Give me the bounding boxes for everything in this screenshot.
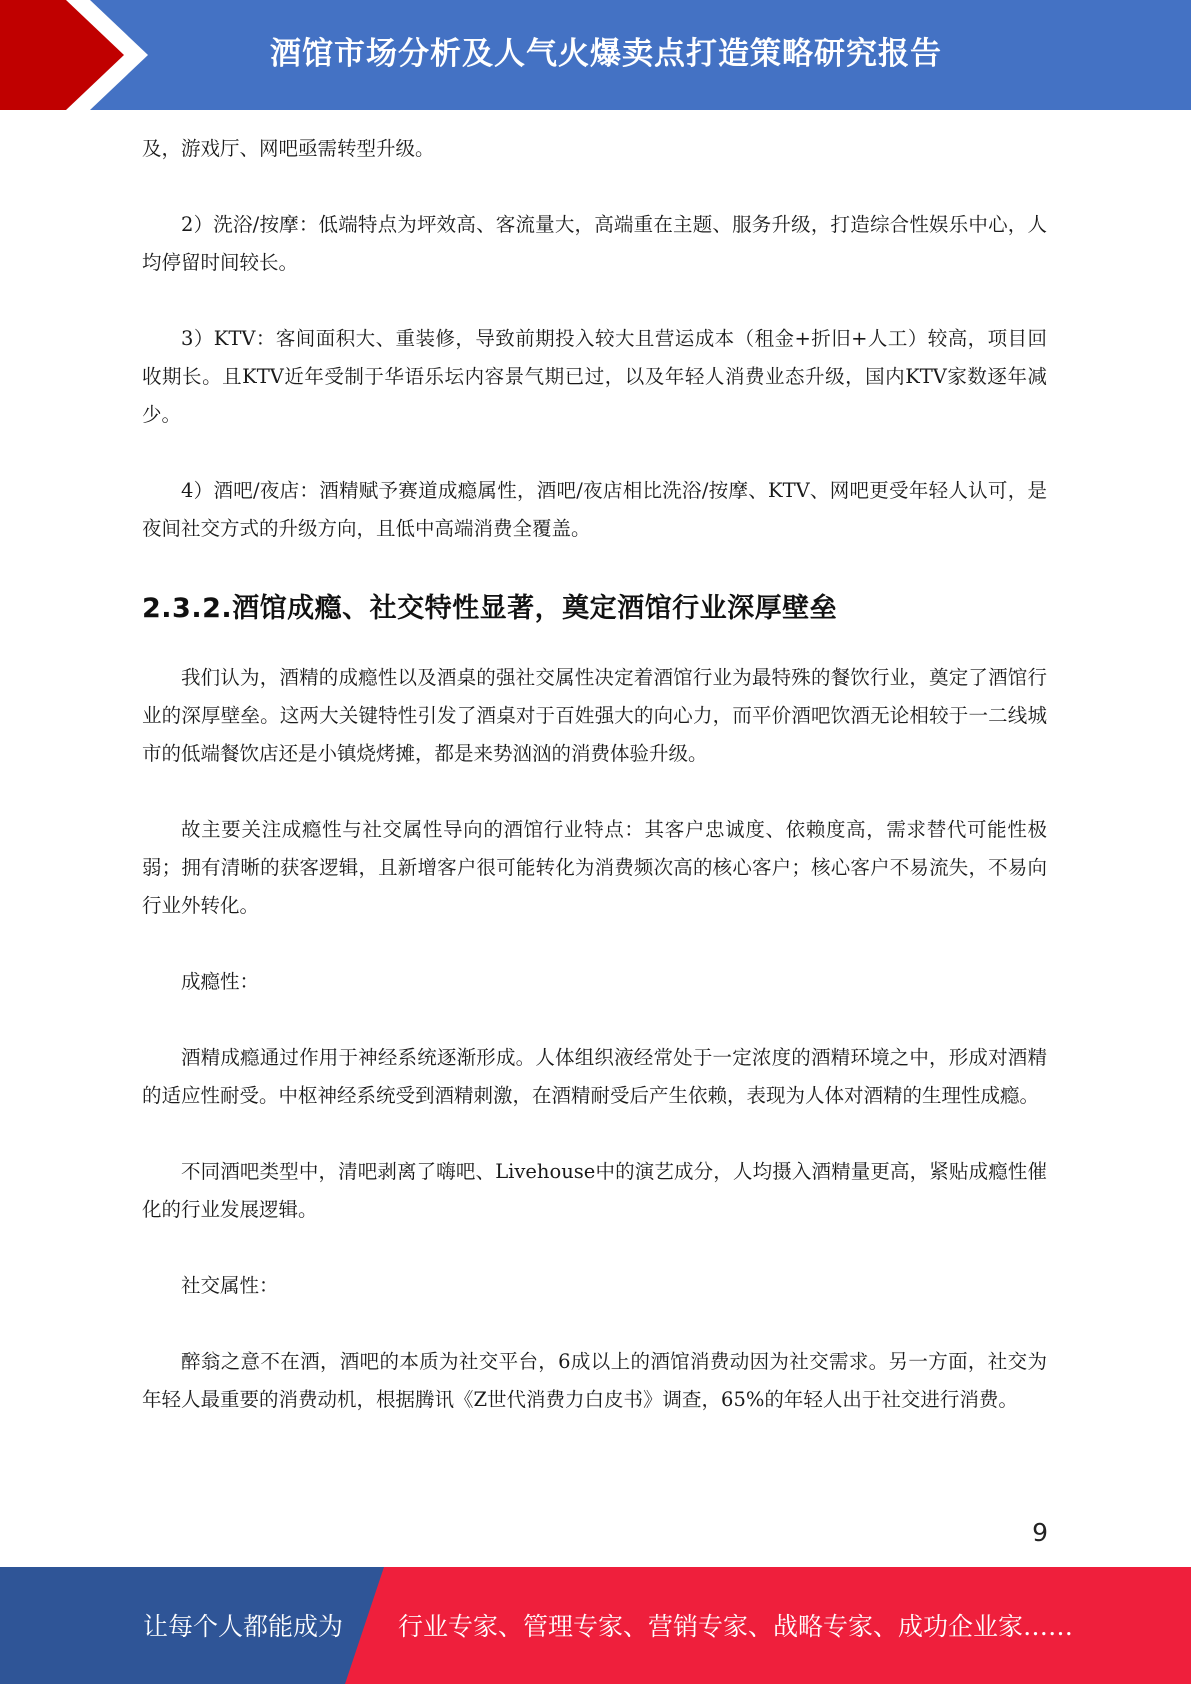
paragraph-addiction-mechanism: 酒精成瘾通过作用于神经系统逐渐形成。人体组织液经常处于一定浓度的酒精环境之中，形成对酒精的适应性耐受。中枢神经系统受到酒精刺激，在酒精耐受后产生依赖，表现为人体对酒精的生理性成瘾。 [142, 1046, 1047, 1107]
page-content [142, 130, 1047, 1457]
paragraph-bath-massage: 2）洗浴/按摩：低端特点为坪效高、客流量大，高端重在主题、服务升级，打造综合性娱乐中心，人均停留时间较长。 [142, 213, 1047, 274]
page-footer [0, 1567, 1191, 1684]
page-number: 9 [1032, 1518, 1048, 1547]
paragraph-bar-nightclub: 4）酒吧/夜店：酒精赋予赛道成瘾属性，酒吧/夜店相比洗浴/按摩、KTV、网吧更受年轻人认可，是夜间社交方式的升级方向，且低中高端消费全覆盖。 [142, 479, 1047, 540]
subheading-social: 社交属性： [181, 1274, 279, 1297]
section-heading: 2.3.2.酒馆成瘾、社交特性显著，奠定酒馆行业深厚壁垒 [142, 593, 838, 624]
paragraph-barrier: 我们认为，酒精的成瘾性以及酒桌的强社交属性决定着酒馆行业为最特殊的餐饮行业，奠定了酒馆行业的深厚壁垒。这两大关键特性引发了酒桌对于百姓强大的向心力，而平价酒吧饮酒无论相较于一二线城市的低端餐饮店还是小镇烧烤摊，都是来势汹汹的消费体验升级。 [142, 666, 1047, 765]
paragraph-ktv: 3）KTV：客间面积大、重装修，导致前期投入较大且营运成本（租金+折旧+人工）较高，项目回收期长。且KTV近年受制于华语乐坛内容景气期已过，以及年轻人消费业态升级，国内KTV家数逐年减少。 [142, 327, 1047, 426]
page-header [0, 0, 1191, 110]
paragraph-features: 故主要关注成瘾性与社交属性导向的酒馆行业特点：其客户忠诚度、依赖度高，需求替代可能性极弱；拥有清晰的获客逻辑，且新增客户很可能转化为消费频次高的核心客户；核心客户不易流失，不易向行业外转化。 [142, 818, 1047, 917]
footer-slogan-left: 让每个人都能成为 [143, 1612, 344, 1641]
subheading-addiction: 成瘾性： [181, 970, 260, 993]
header-arrow-decoration [0, 0, 160, 110]
footer-slogan-right: 行业专家、管理专家、营销专家、战略专家、成功企业家…… [398, 1612, 1074, 1641]
paragraph-continuation: 及，游戏厅、网吧亟需转型升级。 [142, 137, 435, 160]
report-title: 酒馆市场分析及人气火爆卖点打造策略研究报告 [270, 36, 942, 72]
paragraph-social-motive: 醉翁之意不在酒，酒吧的本质为社交平台，6成以上的酒馆消费动因为社交需求。另一方面，社交为年轻人最重要的消费动机，根据腾讯《Z世代消费力白皮书》调查，65%的年轻人出于社交进行消费。 [142, 1350, 1047, 1411]
paragraph-bar-types: 不同酒吧类型中，清吧剥离了嗨吧、Livehouse中的演艺成分，人均摄入酒精量更高，紧贴成瘾性催化的行业发展逻辑。 [142, 1160, 1047, 1221]
